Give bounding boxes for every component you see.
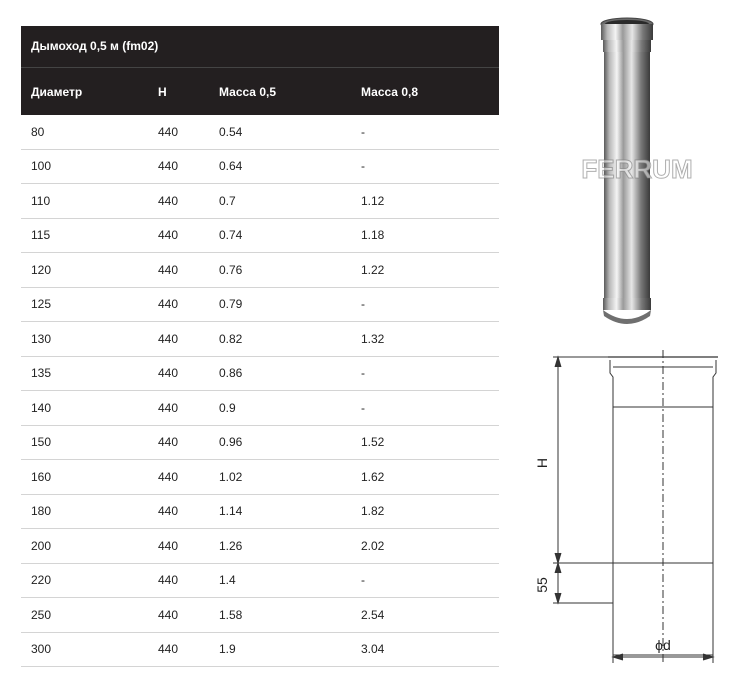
cell-diameter: 135	[21, 356, 148, 391]
cell-diameter: 115	[21, 218, 148, 253]
cell-height: 440	[148, 356, 209, 391]
cell-diameter: 150	[21, 425, 148, 460]
table-row	[21, 529, 499, 564]
table-row	[21, 115, 499, 149]
cell-diameter: 110	[21, 184, 148, 219]
cell-mass-05: 1.4	[209, 563, 351, 598]
table-row	[21, 218, 499, 253]
cell-mass-05: 0.82	[209, 322, 351, 357]
table-body	[21, 115, 499, 667]
table-row	[21, 598, 499, 633]
cell-height: 440	[148, 287, 209, 322]
cell-diameter: 160	[21, 460, 148, 495]
table-row	[21, 356, 499, 391]
cell-mass-05: 0.7	[209, 184, 351, 219]
pipe-photo	[575, 10, 705, 330]
cell-mass-08: -	[351, 115, 499, 149]
cell-height: 440	[148, 391, 209, 426]
table-row	[21, 494, 499, 529]
cell-mass-08: -	[351, 356, 499, 391]
cell-mass-05: 1.02	[209, 460, 351, 495]
cell-height: 440	[148, 115, 209, 149]
cell-mass-08: 1.22	[351, 253, 499, 288]
table-row	[21, 425, 499, 460]
cell-height: 440	[148, 529, 209, 564]
cell-height: 440	[148, 563, 209, 598]
table-row	[21, 287, 499, 322]
cell-height: 440	[148, 253, 209, 288]
cell-mass-08: -	[351, 563, 499, 598]
table-row	[21, 184, 499, 219]
cell-mass-05: 0.74	[209, 218, 351, 253]
watermark-text: FERRUM	[581, 154, 693, 184]
cell-mass-08: 3.04	[351, 632, 499, 667]
cell-height: 440	[148, 322, 209, 357]
cell-mass-08: 2.54	[351, 598, 499, 633]
cell-height: 440	[148, 494, 209, 529]
cell-mass-05: 1.9	[209, 632, 351, 667]
cell-height: 440	[148, 184, 209, 219]
cell-mass-05: 1.26	[209, 529, 351, 564]
cell-diameter: 250	[21, 598, 148, 633]
cell-mass-05: 1.58	[209, 598, 351, 633]
cell-mass-05: 0.76	[209, 253, 351, 288]
cell-height: 440	[148, 460, 209, 495]
cell-diameter: 200	[21, 529, 148, 564]
socket-length-label: 55	[534, 577, 550, 593]
cell-diameter: 130	[21, 322, 148, 357]
table-row	[21, 149, 499, 184]
cell-mass-05: 0.9	[209, 391, 351, 426]
cell-mass-08: 1.52	[351, 425, 499, 460]
cell-diameter: 120	[21, 253, 148, 288]
cell-height: 440	[148, 598, 209, 633]
technical-drawing	[525, 345, 745, 670]
table-row	[21, 253, 499, 288]
table-header-row	[21, 68, 499, 115]
header-mass-05: Масса 0,5	[219, 84, 276, 99]
table-row	[21, 632, 499, 667]
cell-mass-05: 0.96	[209, 425, 351, 460]
cell-mass-08: 1.32	[351, 322, 499, 357]
header-diameter: Диаметр	[31, 84, 83, 99]
cell-diameter: 80	[21, 115, 148, 149]
height-label: H	[534, 457, 550, 469]
header-height: H	[158, 84, 167, 99]
cell-diameter: 180	[21, 494, 148, 529]
cell-height: 440	[148, 218, 209, 253]
cell-mass-05: 0.86	[209, 356, 351, 391]
cell-mass-05: 1.14	[209, 494, 351, 529]
cell-mass-05: 0.79	[209, 287, 351, 322]
table-title: Дымоход 0,5 м (fm02)	[21, 26, 499, 68]
diameter-label: ϕd	[655, 637, 671, 653]
cell-mass-08: 1.82	[351, 494, 499, 529]
cell-mass-08: -	[351, 149, 499, 184]
cell-diameter: 140	[21, 391, 148, 426]
table-row	[21, 563, 499, 598]
cell-diameter: 220	[21, 563, 148, 598]
cell-mass-08: 1.12	[351, 184, 499, 219]
cell-mass-08: 1.18	[351, 218, 499, 253]
cell-mass-05: 0.64	[209, 149, 351, 184]
cell-height: 440	[148, 425, 209, 460]
cell-diameter: 100	[21, 149, 148, 184]
header-mass-08: Масса 0,8	[361, 84, 418, 99]
table-row	[21, 391, 499, 426]
cell-height: 440	[148, 632, 209, 667]
cell-diameter: 300	[21, 632, 148, 667]
cell-mass-08: 1.62	[351, 460, 499, 495]
cell-mass-05: 0.54	[209, 115, 351, 149]
spec-table	[21, 68, 499, 667]
cell-mass-08: 2.02	[351, 529, 499, 564]
cell-mass-08: -	[351, 287, 499, 322]
cell-height: 440	[148, 149, 209, 184]
table-row	[21, 460, 499, 495]
spec-table-container	[21, 26, 499, 667]
cell-mass-08: -	[351, 391, 499, 426]
table-row	[21, 322, 499, 357]
cell-diameter: 125	[21, 287, 148, 322]
